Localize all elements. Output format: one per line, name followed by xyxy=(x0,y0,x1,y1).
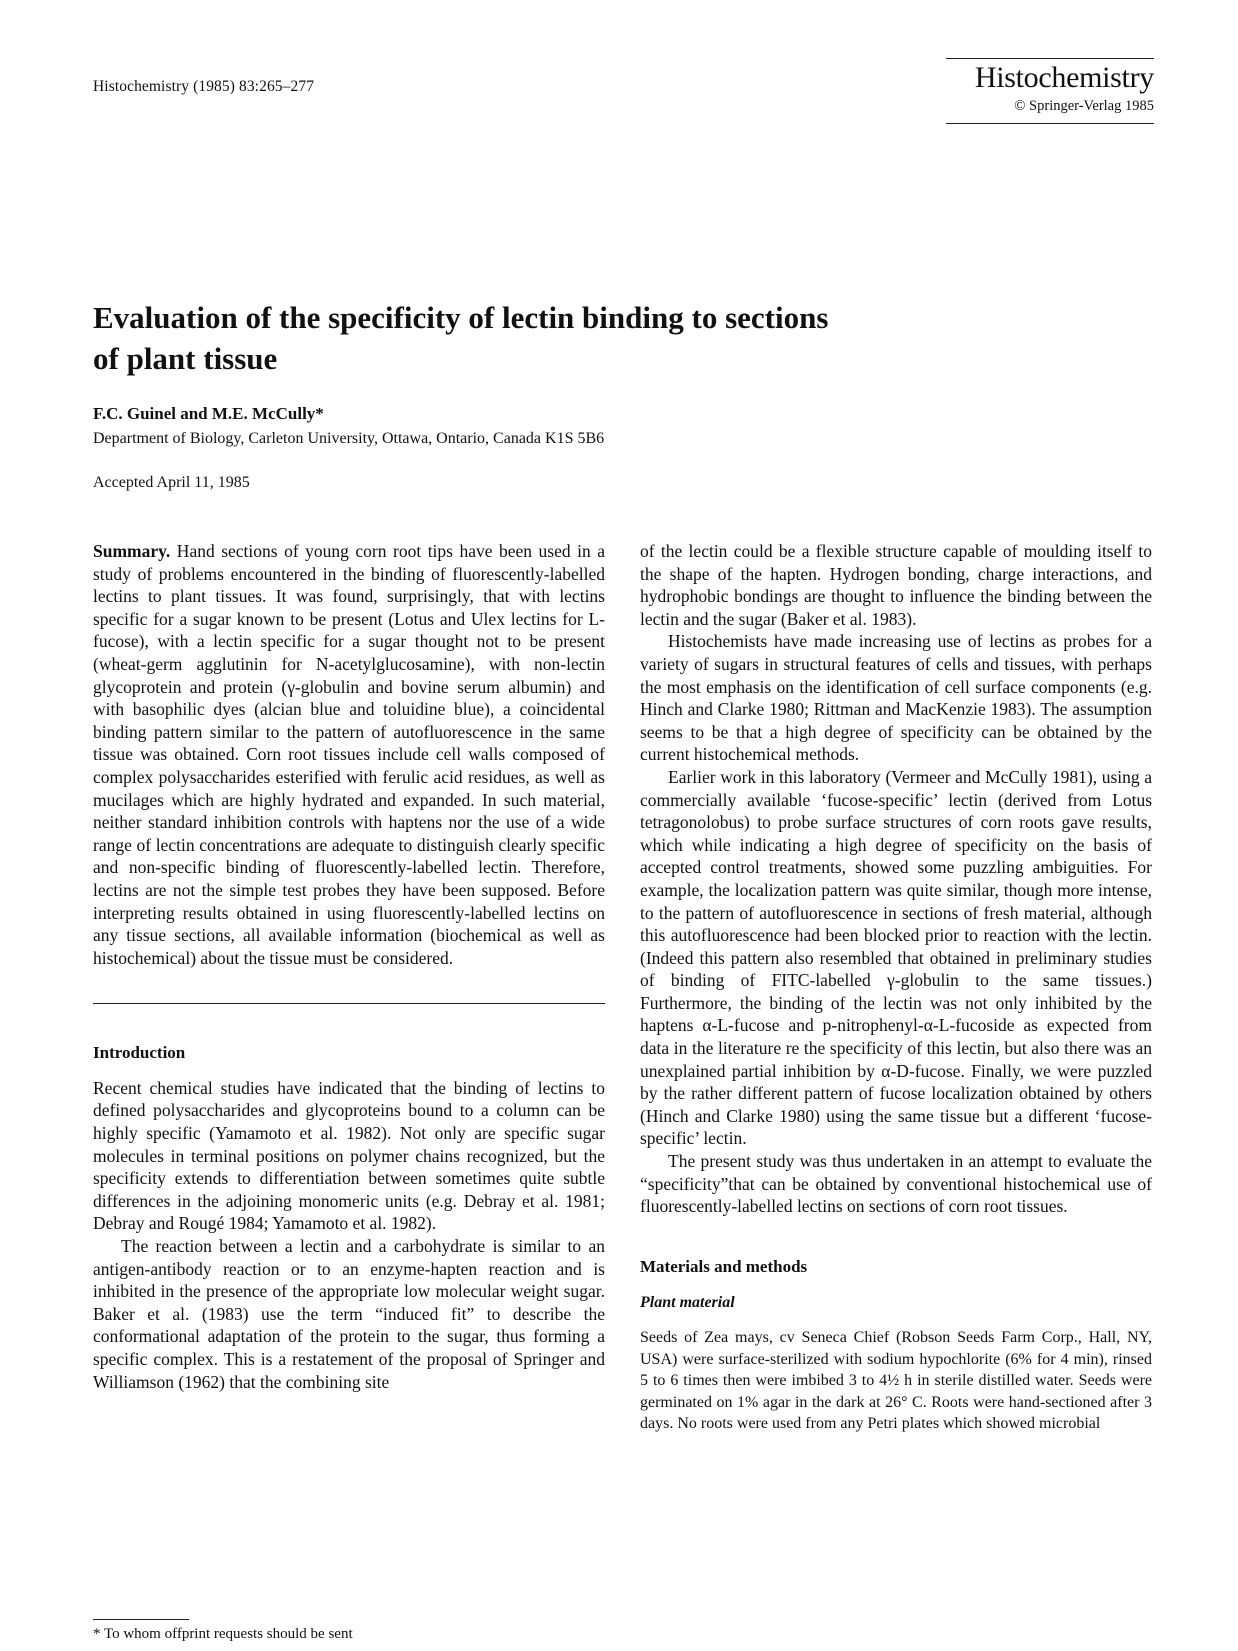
methods-paragraph-1: Seeds of Zea mays, cv Seneca Chief (Robson Seeds Farm Corp., Hall, NY, USA) were surface-sterilized with sodium hypochlorite (6% for 4 min), rinsed 5 to 6 times then were imbibed 3 to 4½ h in sterile distilled water. Seeds were germinated on 1% agar in the dark at 26° C. Roots were hand-sectioned after 3 days. No roots were used from any Petri plates which showed microbial xyxy=(640,1329,1152,1432)
journal-name: Histochemistry xyxy=(974,61,1154,94)
intro-paragraph-6: The present study was thus undertaken in an attempt to evaluate the “specificity”that can be obtained by conventional histochemical use of fluorescently-labelled lectins on sections of corn root tissues. xyxy=(640,1151,1152,1217)
summary-lead: Summary. xyxy=(93,541,171,561)
accepted-date: Accepted April 11, 1985 xyxy=(93,474,250,491)
masthead-bottom-rule xyxy=(946,123,1154,124)
right-column xyxy=(640,540,1152,1435)
intro-paragraph-3: of the lectin could be a flexible structure capable of moulding itself to the shape of the hapten. Hydrogen bonding, charge interactions, and hydrophobic bondings are thought to influence the binding between the lectin and the sugar (Baker et al. 1983). xyxy=(640,541,1152,629)
intro-paragraph-4: Histochemists have made increasing use of lectins as probes for a variety of sugars in structural features of cells and tissues, with perhaps the most emphasis on the identification of cell surface components (e.g. Hinch and Clarke 1980; Rittman and MacKenzie 1983). The assumption seems to be that a high degree of specificity can be obtained by the current histochemical methods. xyxy=(640,631,1152,765)
copyright-line: © Springer-Verlag 1985 xyxy=(1014,98,1154,114)
footnote-divider xyxy=(93,1619,189,1620)
summary-text: Hand sections of young corn root tips have been used in a study of problems encountered in the binding of fluorescently-labelled lectins to plant tissues. It was found, surprisingly, that with lectins specific for a sugar known to be present (Lotus and Ulex lectins for L-fucose), with a lectin specific for a sugar thought not to be present (wheat-germ agglutinin for N-acetylglucosamine), with non-lectin glycoprotein and protein (γ-globulin and bovine serum albumin) and with basophilic dyes (alcian blue and toluidine blue), a coincidental binding pattern similar to the pattern of autofluorescence in the same tissue was obtained. Corn root tissues include cell walls composed of complex polysaccharides esterified with ferulic acid residues, as well as mucilages which are highly hydrated and expanded. In such material, neither standard inhibition controls with haptens nor the use of a wide range of lectin concentrations are adequate to distinguish clearly specific and non-specific binding of fluorescently-labelled lectin. Therefore, lectins are not the simple test probes they have been supposed. Before interpreting results obtained in using fluorescently-labelled lectins on any tissue sections, all available information (biochemical as well as histochemical) about the tissue must be considered. xyxy=(93,541,605,968)
journal-masthead xyxy=(946,58,1154,124)
summary-divider xyxy=(93,1003,605,1004)
intro-paragraph-1: Recent chemical studies have indicated that the binding of lectins to defined polysaccharides and glycoproteins bound to a column can be highly specific (Yamamoto et al. 1982). Not only are specific sugar molecules in terminal positions on polymer chains recognized, but the specificity extends to differentiation between sometimes quite subtle differences in the adjoining monomeric units (e.g. Debray et al. 1981; Debray and Rougé 1984; Yamamoto et al. 1982). xyxy=(93,1077,605,1234)
article-title: Evaluation of the specificity of lectin binding to sections of plant tissue xyxy=(93,300,829,376)
author-list: F.C. Guinel and M.E. McCully* xyxy=(93,404,324,423)
footnote: * To whom offprint requests should be sent xyxy=(93,1626,353,1642)
methods-heading: Materials and methods xyxy=(640,1256,808,1276)
intro-paragraph-5: Earlier work in this laboratory (Vermeer and McCully 1981), using a commercially available ‘fucose-specific’ lectin (derived from Lotus tetragonolobus) to probe surface structures of corn roots gave results, which while indicating a high degree of specificity on the basis of accepted control treatments, showed some puzzling ambiguities. For example, the localization pattern was quite similar, though more intense, to the pattern of autofluorescence in sections of fresh material, although this autofluorescence had been blocked prior to reaction with the lectin. (Indeed this pattern also resembled that obtained in preliminary studies of binding of FITC-labelled γ-globulin to the same tissues.) Furthermore, the binding of the lectin was not only inhibited by the haptens α-L-fucose and p-nitrophenyl-α-L-fucoside as expected from data in the literature re the specificity of this lectin, but also there was an unexplained partial inhibition by α-D-fucose. Finally, we were puzzled by the rather different pattern of fucose localization obtained by others (Hinch and Clarke 1980) using the same tissue but a different ‘fucose-specific’ lectin. xyxy=(640,766,1152,1149)
plant-material-subheading: Plant material xyxy=(640,1294,735,1312)
introduction-heading: Introduction xyxy=(93,1043,186,1063)
left-column xyxy=(93,540,605,1393)
masthead-top-rule xyxy=(946,58,1154,59)
affiliation: Department of Biology, Carleton University, Ottawa, Ontario, Canada K1S 5B6 xyxy=(93,430,605,447)
intro-paragraph-2: The reaction between a lectin and a carbohydrate is similar to an antigen-antibody reaction or to an enzyme-hapten reaction and is inhibited in the presence of the appropriate low molecular weight sugar. Baker et al. (1983) use the term “induced fit” to describe the conformational adaptation of the protein to the sugar, thus forming a specific complex. This is a restatement of the proposal of Springer and Williamson (1962) that the combining site xyxy=(93,1236,605,1392)
running-head: Histochemistry (1985) 83:265–277 xyxy=(93,78,315,95)
summary-paragraph xyxy=(93,540,605,969)
